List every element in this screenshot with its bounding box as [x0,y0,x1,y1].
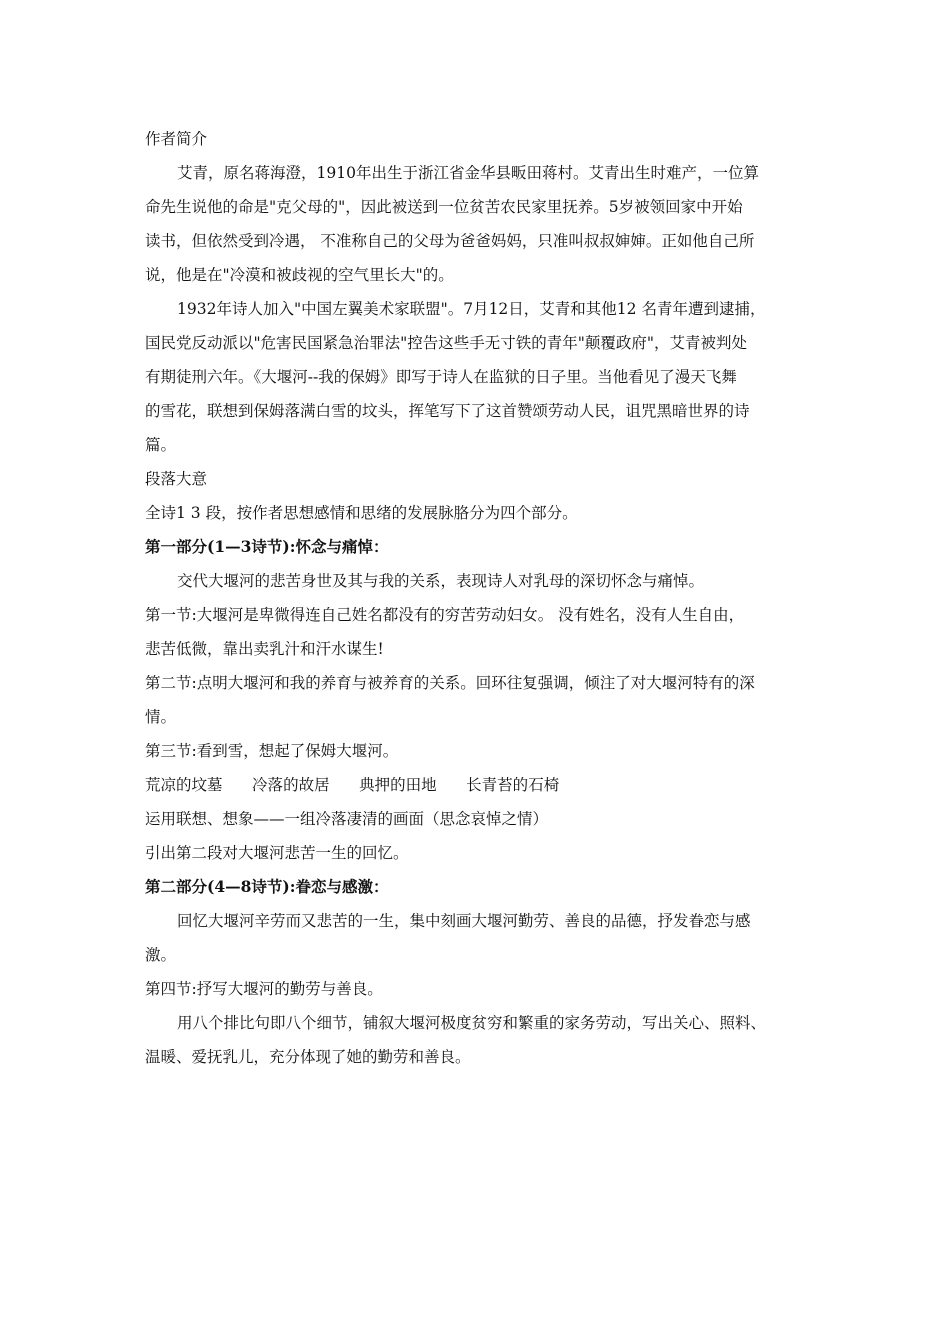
part-heading-2: 第二部分(4—8诗节):眷恋与感激： [145,877,389,896]
paragraph-line: 用八个排比句即八个细节，铺叙大堰河极度贫穷和繁重的家务劳动，写出关心、照料、 [177,1014,767,1032]
paragraph-line: 交代大堰河的悲苦身世及其与我的关系，表现诗人对乳母的深切怀念与痛悼。 [177,572,705,590]
paragraph-line: 国民党反动派以"危害民国紧急治罪法"控告这些手无寸铁的青年"颠覆政府"，艾青被判处 [145,334,748,352]
paragraph-line: 1932年诗人加入"中国左翼美术家联盟"。7月12日，艾青和其他12 名青年遭到逮捕， [177,300,766,318]
paragraph-line: 艾青，原名蒋海澄，1910年出生于浙江省金华县畈田蒋村。艾青出生时难产，一位算 [177,164,759,182]
paragraph-line: 悲苦低微，靠出卖乳汁和汗水谋生! [145,640,384,658]
paragraph-line: 温暖、爱抚乳儿，充分体现了她的勤劳和善良。 [145,1048,471,1066]
paragraph-line: 情。 [145,708,177,726]
paragraph-line: 全诗1 3 段，按作者思想感情和思绪的发展脉胳分为四个部分。 [145,504,578,522]
paragraph-line: 激。 [145,946,177,964]
paragraph-line: 引出第二段对大堰河悲苦一生的回忆。 [145,844,409,862]
paragraph-line: 读书，但依然受到冷遇， 不准称自己的父母为爸爸妈妈，只准叫叔叔婶婶。正如他自己所 [145,232,755,250]
paragraph-line: 的雪花，联想到保姆落满白雪的坟头，挥笔写下了这首赞颂劳动人民，诅咒黑暗世界的诗 [145,402,750,420]
paragraph-line: 第二节:点明大堰河和我的养育与被养育的关系。回环往复强调，倾注了对大堰河特有的深 [145,674,755,692]
section-heading-paragraph-summary: 段落大意 [145,470,208,488]
paragraph-line: 第三节:看到雪，想起了保姆大堰河。 [145,742,399,760]
section-heading-author-intro: 作者简介 [145,130,208,148]
paragraph-line: 有期徒刑六年。《大堰河--我的保姆》即写于诗人在监狱的日子里。当他看见了漫天飞舞 [145,368,737,386]
part-heading-1: 第一部分(1—3诗节):怀念与痛悼： [145,537,389,556]
paragraph-line: 第一节:大堰河是卑微得连自己姓名都没有的穷苦劳动妇女。 没有姓名，没有人生自由， [145,606,745,624]
paragraph-line: 命先生说他的命是"克父母的"，因此被送到一位贫苦农民家里抚养。5岁被领回家中开始 [145,198,743,216]
paragraph-line: 第四节:抒写大堰河的勤劳与善良。 [145,980,383,998]
paragraph-line: 运用联想、想象——一组冷落凄清的画面（思念哀悼之情） [145,810,549,828]
paragraph-line: 回忆大堰河辛劳而又悲苦的一生，集中刻画大堰河勤劳、善良的品德，抒发眷恋与感 [177,912,751,930]
image-list-line: 荒凉的坟墓 冷落的故居 典押的田地 长青苔的石椅 [145,776,560,794]
paragraph-line: 说，他是在"冷漠和被歧视的空气里长大"的。 [145,266,454,284]
paragraph-line: 篇。 [145,436,177,454]
document-body [145,122,815,1074]
